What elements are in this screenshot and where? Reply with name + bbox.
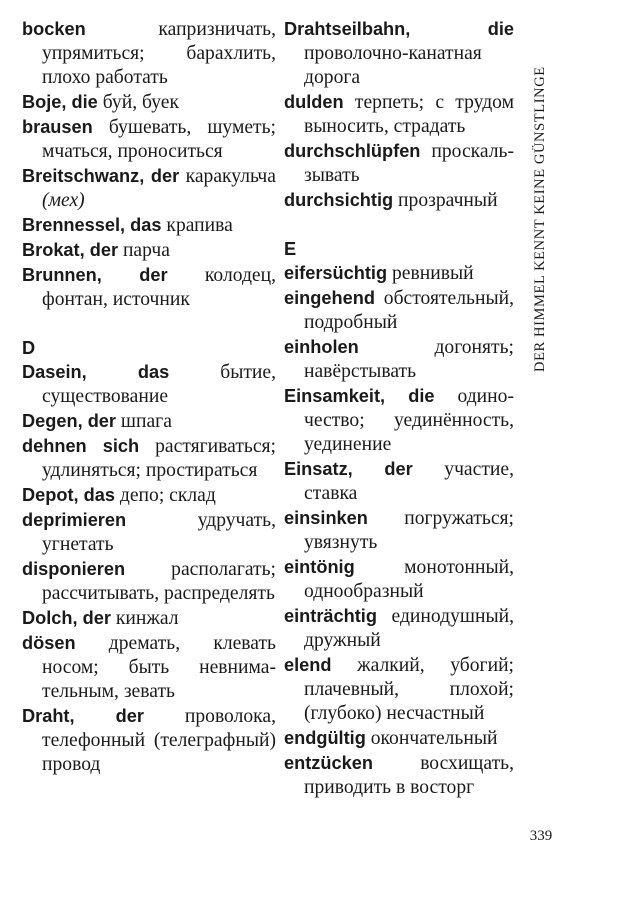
headword: Brokat, der [22,240,119,260]
translation: дремать, клевать носом; быть невнимательным, зевать [42,633,276,702]
translation: ревнивый [392,263,474,284]
translation: депо; склад [119,485,216,506]
translation: догонять; навёрстывать [304,337,514,382]
translation: единодушный, дружный [304,606,514,651]
headword: entzücken [284,753,373,773]
translation: терпеть; с трудом выносить, страдать [304,92,514,137]
translation: колодец, фонтан, источник [42,265,276,310]
dictionary-entry [284,604,514,653]
translation: проволочно-канатная дорога [304,43,482,88]
translation: окончательный [370,728,498,749]
translation: проволока, телефонный (телеграфный) провод [42,706,276,775]
entries-b [22,17,276,312]
headword: Dasein, das [22,362,170,382]
headword: dulden [284,92,344,112]
dictionary-entry [22,483,276,508]
headword: Einsatz, der [284,459,413,479]
dictionary-entry [22,704,276,777]
headword: Draht, der [22,706,144,726]
headword: Depot, das [22,485,115,505]
dictionary-entry [284,726,514,751]
dictionary-entry [22,213,276,238]
dictionary-entry [22,508,276,557]
headword: dehnen sich [22,436,140,456]
translation: бытие, существование [42,362,276,407]
translation: крапива [166,215,233,236]
entries-e [284,261,514,800]
translation: жалкий, убогий; плачевный, плохой; (глубоко) несчастный [304,655,514,724]
dictionary-column-left [22,17,276,777]
translation: каракульча [185,166,276,187]
dictionary-entry [22,409,276,434]
headword: durchsichtig [284,190,394,210]
translation: погружаться; увязнуть [304,508,514,553]
dictionary-entry [284,17,514,90]
dictionary-entry [284,384,514,457]
dictionary-entry [284,188,514,213]
headword: deprimieren [22,510,127,530]
entries-d-continued [284,17,514,213]
translation: восхищать, приводить в восторг [304,753,514,798]
translation: удручать, угнетать [42,510,276,555]
headword: einsinken [284,508,368,528]
dictionary-entry [284,139,514,188]
translation: обстоятельный, подробный [304,288,514,333]
translation: участие, ставка [304,459,514,504]
dictionary-entry [22,164,276,213]
headword: Degen, der [22,411,116,431]
translation: монотонный, однообразный [304,557,514,602]
translation: капризничать, упрямиться; барахлить, плохо работать [42,19,276,88]
section-letter-e: E [284,239,297,259]
page-number: 339 [529,828,553,844]
dictionary-entry [284,286,514,335]
headword: bocken [22,19,86,39]
headword: Brunnen, der [22,265,168,285]
translation: растягиваться; удлиняться; простираться [42,436,276,481]
translation: бушевать, шуметь; мчаться, проноситься [42,117,276,162]
headword: Breitschwanz, der [22,166,180,186]
headword: einträchtig [284,606,377,626]
dictionary-entry [284,751,514,800]
dictionary-entry [284,555,514,604]
headword: durchschlüpfen [284,141,421,161]
dictionary-entry [284,261,514,286]
dictionary-entry [284,457,514,506]
headword: Brennessel, das [22,215,162,235]
translation: располагать; рассчитывать, распределять [42,559,276,604]
headword: brausen [22,117,93,137]
translation: шпага [120,411,172,432]
headword: Dolch, der [22,608,111,628]
headword: dösen [22,633,76,653]
dictionary-entry [22,360,276,409]
translation: кинжал [115,608,179,629]
dictionary-entry [22,557,276,606]
dictionary-entry [284,506,514,555]
translation: проскальзывать [304,141,514,186]
dictionary-column-right [284,17,514,800]
headword: eifersüchtig [284,263,388,283]
usage-note: (мех) [42,190,85,211]
dictionary-entry [22,115,276,164]
running-title: DER HIMMEL KENNT KEINE GÜNSTLINGE [532,66,548,372]
headword: einholen [284,337,359,357]
headword: eingehend [284,288,375,308]
dictionary-entry [22,434,276,483]
translation: буй, буек [102,92,179,113]
dictionary-entry [22,90,276,115]
dictionary-entry [22,263,276,312]
dictionary-entry [22,631,276,704]
dictionary-entry [22,238,276,263]
dictionary-entry [284,653,514,726]
dictionary-entry [284,335,514,384]
headword: endgültig [284,728,366,748]
headword: eintönig [284,557,355,577]
dictionary-entry [284,90,514,139]
headword: Boje, die [22,92,98,112]
headword: Einsamkeit, die [284,386,435,406]
section-letter-d: D [22,338,36,358]
headword: elend [284,655,332,675]
headword: Drahtseilbahn, die [284,19,514,39]
translation: парча [122,240,170,261]
dictionary-entry [22,606,276,631]
dictionary-entry [22,17,276,90]
translation: прозрачный [398,190,498,211]
headword: disponieren [22,559,126,579]
translation: одиночество; уединённость, уединение [304,386,514,455]
entries-d [22,360,276,777]
